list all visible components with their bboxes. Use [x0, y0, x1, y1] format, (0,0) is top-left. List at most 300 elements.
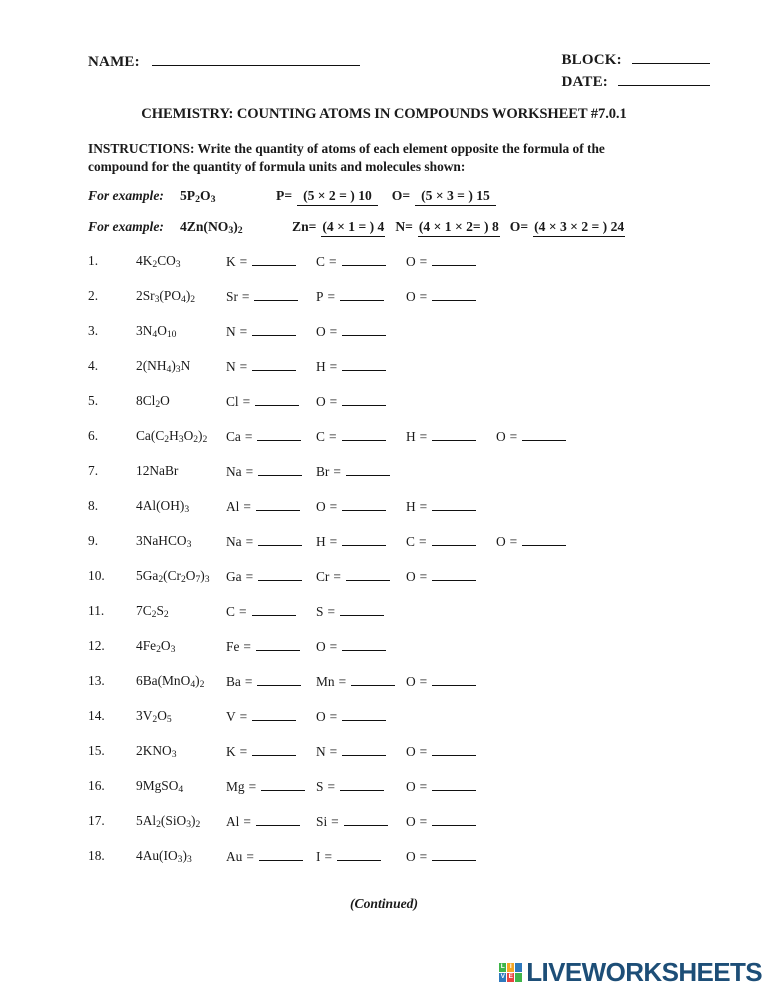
problem-row [88, 778, 688, 813]
equals-sign: = [329, 499, 338, 514]
name-input-blank[interactable] [152, 52, 360, 66]
answer-slot [316, 253, 386, 270]
answer-slot [316, 778, 384, 795]
answer-slot [406, 428, 476, 445]
answer-input-blank[interactable] [342, 393, 386, 406]
date-label: DATE: [561, 74, 608, 90]
example-answer-value: (5 × 2 = ) 10 [297, 188, 378, 206]
problem-row [88, 673, 688, 708]
answer-input-blank[interactable] [432, 533, 476, 546]
answer-slot [316, 743, 386, 760]
equals-sign: = [246, 849, 254, 864]
element-symbol: V [226, 709, 236, 724]
compound-formula: $4K_2CO_3$ [136, 253, 181, 271]
answer-input-blank[interactable] [432, 743, 476, 756]
problem-number: 6. [88, 428, 99, 443]
equals-sign: = [245, 534, 254, 549]
element-symbol: P [276, 188, 285, 203]
block-label: BLOCK: [561, 52, 622, 68]
answer-input-blank[interactable] [522, 428, 566, 441]
element-symbol: O [316, 499, 326, 514]
problem-number: 16. [88, 778, 105, 793]
element-symbol: S [316, 604, 324, 619]
element-symbol: Sr [226, 289, 238, 304]
header [88, 52, 710, 96]
element-symbol: H [406, 429, 416, 444]
compound-formula: $8Cl_2O$ [136, 393, 170, 411]
compound-formula: $5Ga_2(Cr_2O_7)_3$ [136, 568, 210, 586]
equals-sign: = [329, 359, 338, 374]
liveworksheets-logo [499, 959, 762, 985]
equals-sign: = [239, 359, 248, 374]
continued-note: (Continued) [350, 896, 418, 911]
answer-slot [316, 673, 395, 690]
answer-input-blank[interactable] [522, 533, 566, 546]
example-answer-value: (4 × 3 × 2 = ) 24 [533, 219, 625, 237]
answer-slot [316, 813, 388, 830]
equals-sign: = [419, 674, 428, 689]
problem-number: 12. [88, 638, 105, 653]
answer-slot [316, 603, 384, 620]
equals-sign: = [419, 779, 428, 794]
answer-slot [406, 848, 476, 865]
answer-slot [226, 778, 305, 795]
equals-sign: = [333, 464, 341, 479]
logo-cell: L [500, 962, 505, 970]
element-symbol: C [316, 429, 325, 444]
example-formula: $4Zn(NO_3)_2$ [180, 219, 243, 237]
problem-row [88, 358, 688, 393]
name-field-group [88, 52, 360, 71]
answer-slot [496, 428, 566, 445]
equals-sign: = [329, 324, 338, 339]
answer-slot [496, 533, 566, 550]
compound-formula: $2Sr_3(PO_4)_2$ [136, 288, 196, 306]
element-symbol: Ga [226, 569, 242, 584]
example-answer [292, 219, 385, 237]
example-answer [510, 219, 625, 237]
element-symbol: O [406, 849, 416, 864]
equals-sign: = [239, 744, 248, 759]
equals-sign: = [327, 604, 336, 619]
equals-sign: = [243, 639, 251, 654]
logo-cell [515, 973, 522, 982]
element-symbol: O [316, 394, 326, 409]
element-symbol: Na [226, 534, 242, 549]
equals-sign: = [244, 674, 253, 689]
equals-sign: = [509, 429, 518, 444]
answer-slot [226, 568, 302, 585]
problem-number: 13. [88, 673, 105, 688]
answer-input-blank[interactable] [255, 393, 299, 406]
element-symbol: Na [226, 464, 242, 479]
answer-input-blank[interactable] [252, 743, 296, 756]
date-field-group [561, 72, 710, 91]
element-symbol: O [496, 429, 506, 444]
problem-list [88, 253, 688, 883]
answer-slot [226, 428, 301, 445]
element-symbol: O [406, 779, 416, 794]
equals-sign: = [419, 254, 428, 269]
answer-slot [406, 778, 476, 795]
equals-sign: = [338, 674, 347, 689]
example-answer [392, 188, 496, 206]
element-symbol: Si [316, 814, 328, 829]
element-symbol: N [226, 359, 236, 374]
answer-input-blank[interactable] [256, 813, 300, 826]
equals-sign: = [328, 429, 337, 444]
block-input-blank[interactable] [632, 50, 710, 64]
example-answer-value: (4 × 1 = ) 4 [321, 219, 385, 237]
answer-slot [316, 428, 386, 445]
block-field-group [561, 50, 710, 69]
element-symbol: Cl [226, 394, 239, 409]
answer-input-blank[interactable] [340, 288, 384, 301]
element-symbol: C [406, 534, 415, 549]
compound-formula: $2(NH_4)_3N$ [136, 358, 191, 376]
answer-slot [226, 358, 296, 375]
answer-slot [226, 813, 300, 830]
equals-sign: = [333, 569, 341, 584]
answer-slot [226, 393, 299, 410]
compound-formula: $3N_4O_{10}$ [136, 323, 177, 341]
element-symbol: Ba [226, 674, 241, 689]
element-symbol: Al [226, 499, 240, 514]
answer-slot [406, 813, 476, 830]
answer-slot [316, 323, 386, 340]
example-row-2 [88, 219, 635, 237]
element-symbol: Br [316, 464, 330, 479]
element-symbol: O [406, 674, 416, 689]
equals-sign: = [405, 219, 413, 234]
example-label: For example: [88, 219, 164, 234]
answer-input-blank[interactable] [258, 533, 302, 546]
element-symbol: Fe [226, 639, 240, 654]
answer-slot [316, 533, 386, 550]
answer-input-blank[interactable] [252, 323, 296, 336]
example-answer [276, 188, 378, 206]
logo-cell: V [500, 972, 505, 980]
answer-slot [316, 358, 386, 375]
element-symbol: N [226, 324, 236, 339]
equals-sign: = [328, 254, 337, 269]
answer-slot [316, 498, 386, 515]
problem-number: 1. [88, 253, 99, 268]
element-symbol: O [406, 254, 416, 269]
answer-input-blank[interactable] [432, 673, 476, 686]
answer-input-blank[interactable] [252, 708, 296, 721]
answer-input-blank[interactable] [256, 498, 300, 511]
answer-input-blank[interactable] [432, 288, 476, 301]
equals-sign: = [419, 744, 428, 759]
answer-slot [406, 533, 476, 550]
answer-input-blank[interactable] [252, 603, 296, 616]
element-symbol: Zn [292, 219, 309, 234]
compound-formula: 3NaHCO$_3$ [136, 533, 192, 551]
example-row-1 [88, 188, 510, 206]
answer-input-blank[interactable] [256, 638, 300, 651]
equals-sign: = [509, 534, 518, 549]
answer-input-blank[interactable] [259, 848, 303, 861]
element-symbol: O [316, 639, 326, 654]
compound-formula: $5Al_2(SiO_3)_2$ [136, 813, 201, 831]
answer-slot [316, 288, 384, 305]
element-symbol: N [395, 219, 406, 234]
logo-cell: I [507, 963, 514, 972]
element-symbol: H [316, 534, 326, 549]
answer-slot [226, 463, 302, 480]
problem-number: 3. [88, 323, 99, 338]
equals-sign: = [242, 394, 251, 409]
answer-slot [226, 638, 300, 655]
answer-slot [226, 848, 303, 865]
answer-input-blank[interactable] [252, 253, 296, 266]
equals-sign: = [243, 814, 251, 829]
problem-number: 8. [88, 498, 99, 513]
answer-slot [316, 638, 386, 655]
answer-input-blank[interactable] [432, 848, 476, 861]
answer-input-blank[interactable] [346, 568, 390, 581]
answer-input-blank[interactable] [432, 498, 476, 511]
compound-formula: $4Au(IO_3)_3$ [136, 848, 192, 866]
answer-input-blank[interactable] [342, 428, 386, 441]
answer-input-blank[interactable] [432, 778, 476, 791]
element-symbol: C [226, 604, 235, 619]
element-symbol: H [406, 499, 416, 514]
answer-slot [406, 498, 476, 515]
problem-number: 7. [88, 463, 99, 478]
equals-sign: = [419, 569, 428, 584]
answer-slot [316, 393, 386, 410]
answer-slot [226, 708, 296, 725]
answer-slot [406, 673, 476, 690]
problem-row [88, 568, 688, 603]
equals-sign: = [327, 289, 336, 304]
problem-row [88, 813, 688, 848]
element-symbol: I [316, 849, 321, 864]
answer-input-blank[interactable] [432, 813, 476, 826]
liveworksheets-mark-icon [499, 963, 522, 982]
equals-sign: = [402, 188, 411, 203]
problem-number: 15. [88, 743, 105, 758]
equals-sign: = [243, 499, 251, 514]
equals-sign: = [308, 219, 317, 234]
answer-slot [316, 848, 381, 865]
problem-number: 18. [88, 848, 105, 863]
answer-input-blank[interactable] [340, 603, 384, 616]
problem-number: 11. [88, 603, 105, 618]
answer-input-blank[interactable] [254, 288, 298, 301]
problem-number: 2. [88, 288, 99, 303]
answer-input-blank[interactable] [342, 638, 386, 651]
equals-sign: = [329, 394, 338, 409]
compound-formula: $4Al(OH)_3$ [136, 498, 190, 516]
element-symbol: O [406, 569, 416, 584]
page-title: CHEMISTRY: COUNTING ATOMS IN COMPOUNDS WORKSHEET #7.0.1 [141, 106, 627, 122]
answer-input-blank[interactable] [432, 428, 476, 441]
answer-input-blank[interactable] [342, 358, 386, 371]
answer-input-blank[interactable] [344, 813, 388, 826]
problem-row [88, 638, 688, 673]
compound-formula: 9MgSO$_4$ [136, 778, 184, 796]
problem-row [88, 603, 688, 638]
equals-sign: = [324, 849, 333, 864]
element-symbol: O [509, 219, 521, 234]
logo-cell [515, 963, 522, 972]
liveworksheets-wordmark: LIVEWORKSHEETS [526, 957, 762, 987]
element-symbol: Au [226, 849, 243, 864]
answer-slot [316, 708, 386, 725]
equals-sign: = [419, 849, 428, 864]
element-symbol: K [226, 254, 236, 269]
answer-slot [316, 568, 390, 585]
problem-row [88, 288, 688, 323]
problem-row [88, 743, 688, 778]
answer-slot [226, 253, 296, 270]
equals-sign: = [419, 814, 428, 829]
element-symbol: O [391, 188, 403, 203]
problem-row [88, 393, 688, 428]
answer-slot [316, 463, 390, 480]
element-symbol: O [496, 534, 506, 549]
element-symbol: Ca [226, 429, 241, 444]
element-symbol: Cr [316, 569, 330, 584]
answer-slot [406, 288, 476, 305]
equals-sign: = [245, 464, 254, 479]
equals-sign: = [520, 219, 529, 234]
answer-slot [226, 323, 296, 340]
instructions-text: INSTRUCTIONS: Write the quantity of atoms of each element opposite the formula of the compound for the quantity of formula units and molecules shown: [88, 141, 605, 174]
equals-sign: = [419, 289, 428, 304]
element-symbol: C [316, 254, 325, 269]
element-symbol: O [316, 709, 326, 724]
element-symbol: O [406, 289, 416, 304]
example-answer [395, 219, 499, 237]
problem-number: 5. [88, 393, 99, 408]
compound-formula: $Ca(C_2H_3O_2)_2$ [136, 428, 208, 446]
problem-row [88, 428, 688, 463]
compound-formula: $6Ba(MnO_4)_2$ [136, 673, 205, 691]
problem-row [88, 533, 688, 568]
element-symbol: O [406, 744, 416, 759]
element-symbol: Mg [226, 779, 245, 794]
problem-row [88, 323, 688, 358]
answer-slot [406, 568, 476, 585]
equals-sign: = [329, 744, 338, 759]
equals-sign: = [239, 324, 248, 339]
answer-input-blank[interactable] [257, 673, 301, 686]
element-symbol: K [226, 744, 236, 759]
answer-slot [226, 743, 296, 760]
logo-cell: E [508, 972, 513, 980]
answer-input-blank[interactable] [252, 358, 296, 371]
problem-number: 17. [88, 813, 105, 828]
date-input-blank[interactable] [618, 72, 710, 86]
element-symbol: O [406, 814, 416, 829]
problem-number: 4. [88, 358, 99, 373]
answer-input-blank[interactable] [261, 778, 305, 791]
compound-formula: $3V_2O_5$ [136, 708, 172, 726]
example-label: For example: [88, 188, 164, 203]
problem-row [88, 848, 688, 883]
equals-sign: = [329, 709, 338, 724]
meta-field-group [561, 50, 710, 94]
compound-formula: $4Fe_2O_3$ [136, 638, 176, 656]
answer-input-blank[interactable] [342, 498, 386, 511]
answer-slot [226, 498, 300, 515]
equals-sign: = [329, 534, 338, 549]
compound-formula: 12NaBr [136, 463, 179, 478]
equals-sign: = [331, 814, 339, 829]
element-symbol: Al [226, 814, 240, 829]
problem-number: 14. [88, 708, 105, 723]
answer-input-blank[interactable] [342, 253, 386, 266]
problem-row [88, 708, 688, 743]
answer-slot [226, 603, 296, 620]
equals-sign: = [419, 429, 428, 444]
answer-input-blank[interactable] [258, 568, 302, 581]
name-label: NAME: [88, 54, 140, 70]
answer-input-blank[interactable] [342, 743, 386, 756]
answer-input-blank[interactable] [258, 463, 302, 476]
element-symbol: O [316, 324, 326, 339]
element-symbol: S [316, 779, 324, 794]
example-formula: $5P_2O_3$ [180, 188, 216, 206]
example-answer-value: (5 × 3 = ) 15 [415, 188, 496, 206]
answer-input-blank[interactable] [257, 428, 301, 441]
problem-row [88, 253, 688, 288]
element-symbol: N [316, 744, 326, 759]
compound-formula: $2KNO_3$ [136, 743, 177, 761]
equals-sign: = [418, 534, 427, 549]
problem-number: 10. [88, 568, 105, 583]
equals-sign: = [244, 429, 253, 444]
problem-number: 9. [88, 533, 99, 548]
equals-sign: = [419, 499, 428, 514]
answer-slot [226, 673, 301, 690]
equals-sign: = [241, 289, 250, 304]
problem-row [88, 498, 688, 533]
answer-slot [226, 288, 298, 305]
answer-slot [226, 533, 302, 550]
equals-sign: = [245, 569, 254, 584]
element-symbol: Mn [316, 674, 335, 689]
answer-input-blank[interactable] [337, 848, 381, 861]
equals-sign: = [238, 604, 247, 619]
element-symbol: H [316, 359, 326, 374]
answer-input-blank[interactable] [351, 673, 395, 686]
answer-slot [406, 743, 476, 760]
answer-slot [406, 253, 476, 270]
answer-input-blank[interactable] [432, 568, 476, 581]
answer-input-blank[interactable] [342, 533, 386, 546]
compound-formula: $7C_2S_2$ [136, 603, 169, 621]
equals-sign: = [248, 779, 257, 794]
equals-sign: = [239, 709, 248, 724]
answer-input-blank[interactable] [342, 323, 386, 336]
equals-sign: = [239, 254, 248, 269]
answer-input-blank[interactable] [346, 463, 390, 476]
problem-row [88, 463, 688, 498]
answer-input-blank[interactable] [340, 778, 384, 791]
answer-input-blank[interactable] [432, 253, 476, 266]
element-symbol: P [316, 289, 324, 304]
equals-sign: = [327, 779, 336, 794]
equals-sign: = [329, 639, 338, 654]
equals-sign: = [284, 188, 293, 203]
answer-input-blank[interactable] [342, 708, 386, 721]
example-answer-value: (4 × 1 × 2= ) 8 [418, 219, 500, 237]
